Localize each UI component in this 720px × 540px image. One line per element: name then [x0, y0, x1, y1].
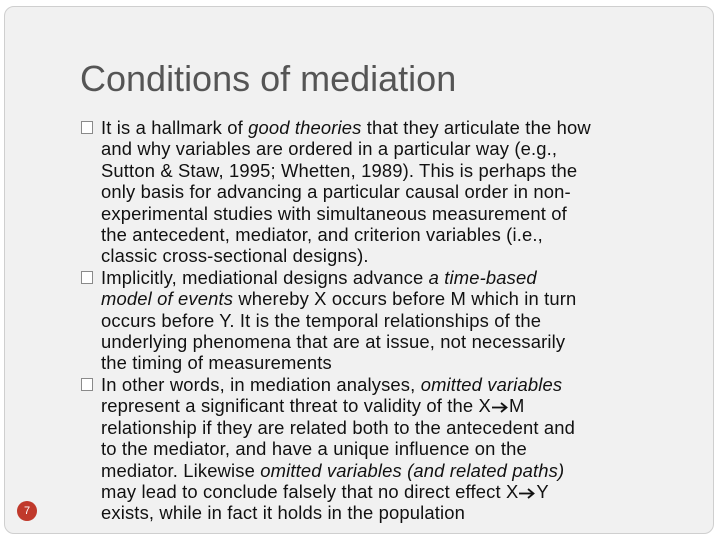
- bullet-line: [101, 374, 708, 395]
- checkbox-bullet-icon: [81, 271, 93, 284]
- bullet-line: [101, 288, 708, 309]
- body-text: that they articulate the how: [361, 117, 591, 138]
- body-text: whereby X occurs before M which in turn: [233, 288, 577, 310]
- emphasis-text: omitted variables (and related paths): [260, 459, 565, 481]
- body-text: classic cross-sectional designs).: [101, 245, 369, 267]
- body-text: In other words, in mediation analyses,: [101, 373, 421, 395]
- right-arrow-icon: [519, 488, 535, 499]
- checkbox-bullet-icon: [81, 121, 93, 134]
- bullet-line: [101, 203, 708, 224]
- body-text: Sutton & Staw, 1995; Whetten, 1989). This is perhaps the: [101, 159, 578, 181]
- bullet-line: [101, 267, 708, 288]
- body-text: Implicitly, mediational designs advance: [101, 266, 429, 288]
- body-text: the timing of measurements: [101, 352, 332, 374]
- body-text: exists, while in fact it holds in the population: [101, 502, 465, 524]
- body-text: experimental studies with simultaneous measurement of: [101, 202, 567, 224]
- emphasis-text: model of events: [101, 288, 234, 310]
- bullet-line: [101, 160, 708, 181]
- bullet-line: [101, 481, 708, 502]
- emphasis-text: omitted variables: [420, 373, 563, 395]
- bullet-line: [101, 310, 708, 331]
- emphasis-text: good theories: [248, 117, 362, 138]
- bullet-line: [101, 138, 708, 159]
- bullet-line: [101, 395, 708, 416]
- emphasis-text: a time-based: [428, 266, 537, 288]
- bullet-line: [101, 224, 708, 245]
- bullet-line: [101, 438, 708, 459]
- body-text: underlying phenomena that are at issue, not necessarily: [101, 331, 566, 353]
- slide-body: [80, 117, 708, 524]
- right-arrow-icon: [492, 402, 508, 413]
- bullet-line: [101, 502, 708, 523]
- page-number-badge: 7: [17, 501, 37, 521]
- bullet-line: [101, 245, 708, 266]
- body-text: relationship if they are related both to the antecedent and: [101, 416, 576, 438]
- bullet-line: [101, 417, 708, 438]
- bullet-item: [80, 267, 708, 374]
- bullet-line: [101, 117, 708, 138]
- bullet-item: [80, 117, 708, 267]
- bullet-line: [101, 181, 708, 202]
- slide-title: Conditions of mediation: [80, 58, 457, 99]
- body-text: occurs before Y. It is the temporal relationships of the: [101, 309, 542, 331]
- checkbox-bullet-icon: [81, 378, 93, 391]
- body-text: to the mediator, and have a unique influence on the: [101, 438, 527, 460]
- bullet-line: [101, 460, 708, 481]
- body-text: may lead to conclude falsely that no direct effect X: [101, 480, 519, 502]
- bullet-line: [101, 352, 708, 373]
- body-text: represent a significant threat to validity of the X: [101, 395, 491, 417]
- body-text: and why variables are ordered in a particular way (e.g.,: [101, 138, 558, 160]
- bullet-item: [80, 374, 708, 524]
- body-text: It is a hallmark of: [101, 117, 249, 138]
- body-text: mediator. Likewise: [101, 459, 261, 481]
- body-text: the antecedent, mediator, and criterion variables (i.e.,: [101, 224, 543, 246]
- body-text: M: [508, 395, 525, 417]
- bullet-line: [101, 331, 708, 352]
- body-text: Y: [536, 480, 549, 502]
- body-text: only basis for advancing a particular causal order in non-: [101, 181, 571, 203]
